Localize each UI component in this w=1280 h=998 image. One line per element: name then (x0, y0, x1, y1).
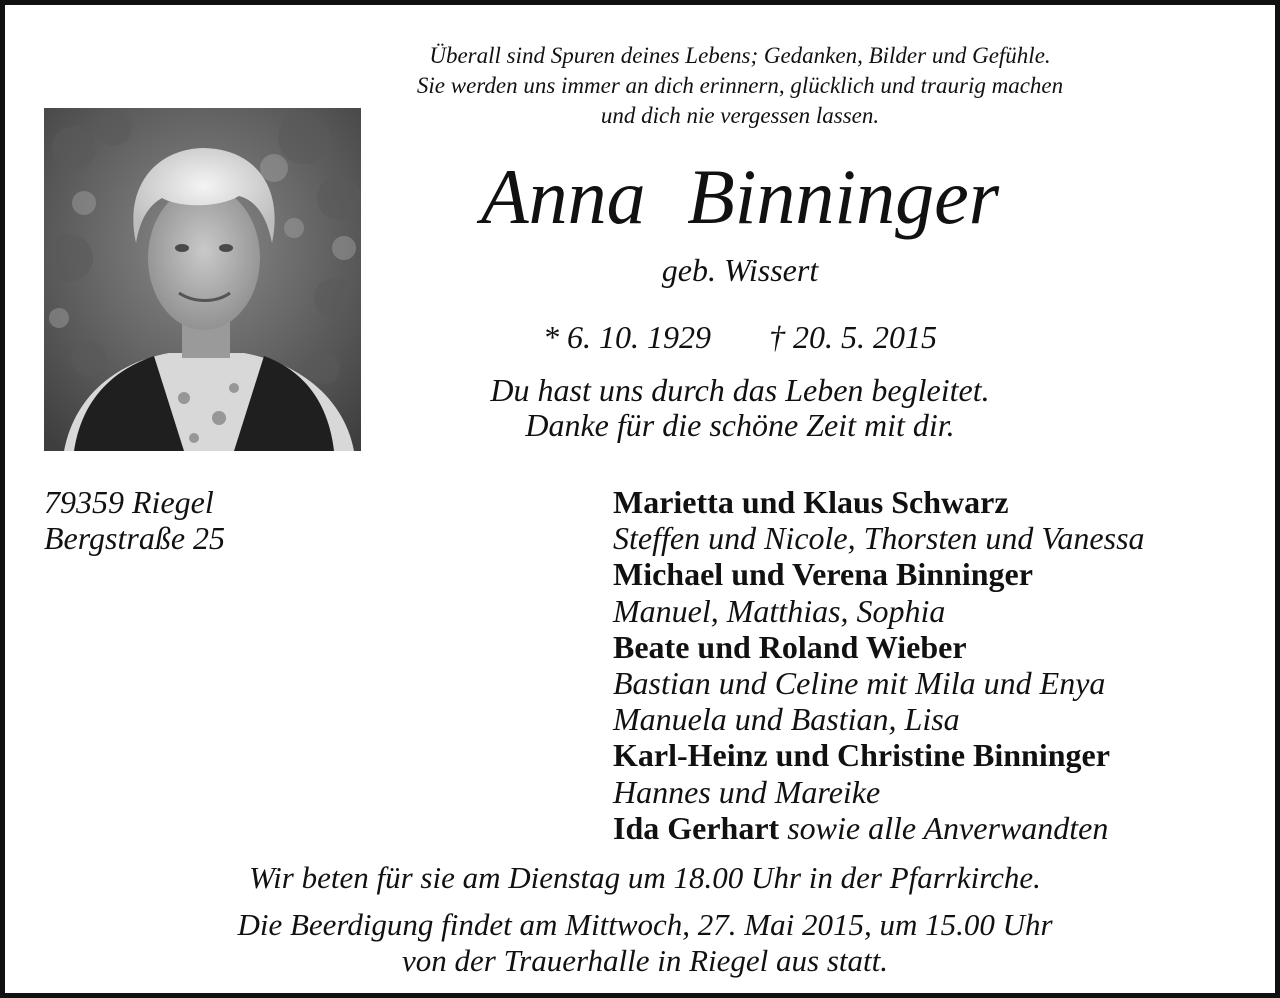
family-line-6: Bastian und Celine mit Mila und Enya (613, 665, 1106, 702)
family-line-8: Karl-Heinz und Christine Binninger (613, 737, 1110, 774)
death-date: † 20. 5. 2015 (769, 319, 937, 355)
family-line-2: Steffen und Nicole, Thorsten und Vanessa (613, 520, 1145, 557)
family-line-4: Manuel, Matthias, Sophia (613, 592, 946, 629)
prayer-service-note: Wir beten für sie am Dienstag um 18.00 Uhr in der Pfarrkirche. (249, 860, 1041, 895)
maiden-name: geb. Wissert (661, 252, 819, 288)
family-line-10 (613, 810, 1145, 846)
quote-line-2: Sie werden uns immer an dich erinnern, glücklich und traurig machen (416, 73, 1064, 98)
burial-note (145, 907, 1145, 979)
burial-line-2: von der Trauerhalle in Riegel aus statt. (402, 943, 888, 978)
family-list (613, 484, 1145, 846)
family-line-9: Hannes und Mareike (613, 773, 881, 810)
quote-line-1: Überall sind Spuren deines Lebens; Gedanken, Bilder und Gefühle. (429, 43, 1051, 68)
thanks-message (385, 373, 1095, 443)
thanks-line-1: Du hast uns durch das Leben begleitet. (490, 372, 990, 408)
family-line-10-name: Ida Gerhart (613, 809, 780, 846)
quote-line-3: und dich nie vergessen lassen. (600, 103, 880, 128)
family-line-5: Beate und Roland Wieber (613, 628, 967, 665)
memorial-quote (335, 41, 1145, 131)
deceased-name: Anna Binninger (480, 153, 1000, 240)
address-city: 79359 Riegel (44, 484, 214, 520)
family-line-7: Manuela und Bastian, Lisa (613, 701, 960, 738)
portrait-photo-icon (44, 108, 361, 451)
birth-date: * 6. 10. 1929 (543, 319, 711, 355)
mourning-address (44, 484, 225, 556)
life-dates (435, 317, 1045, 357)
thanks-line-2: Danke für die schöne Zeit mit dir. (525, 407, 955, 443)
family-line-3: Michael und Verena Binninger (613, 556, 1033, 593)
address-street: Bergstraße 25 (44, 520, 226, 556)
family-line-10-rest: sowie alle Anverwandten (779, 809, 1109, 846)
burial-line-1: Die Beerdigung findet am Mittwoch, 27. Mai 2015, um 15.00 Uhr (237, 907, 1053, 942)
family-line-1: Marietta und Klaus Schwarz (613, 484, 1009, 520)
